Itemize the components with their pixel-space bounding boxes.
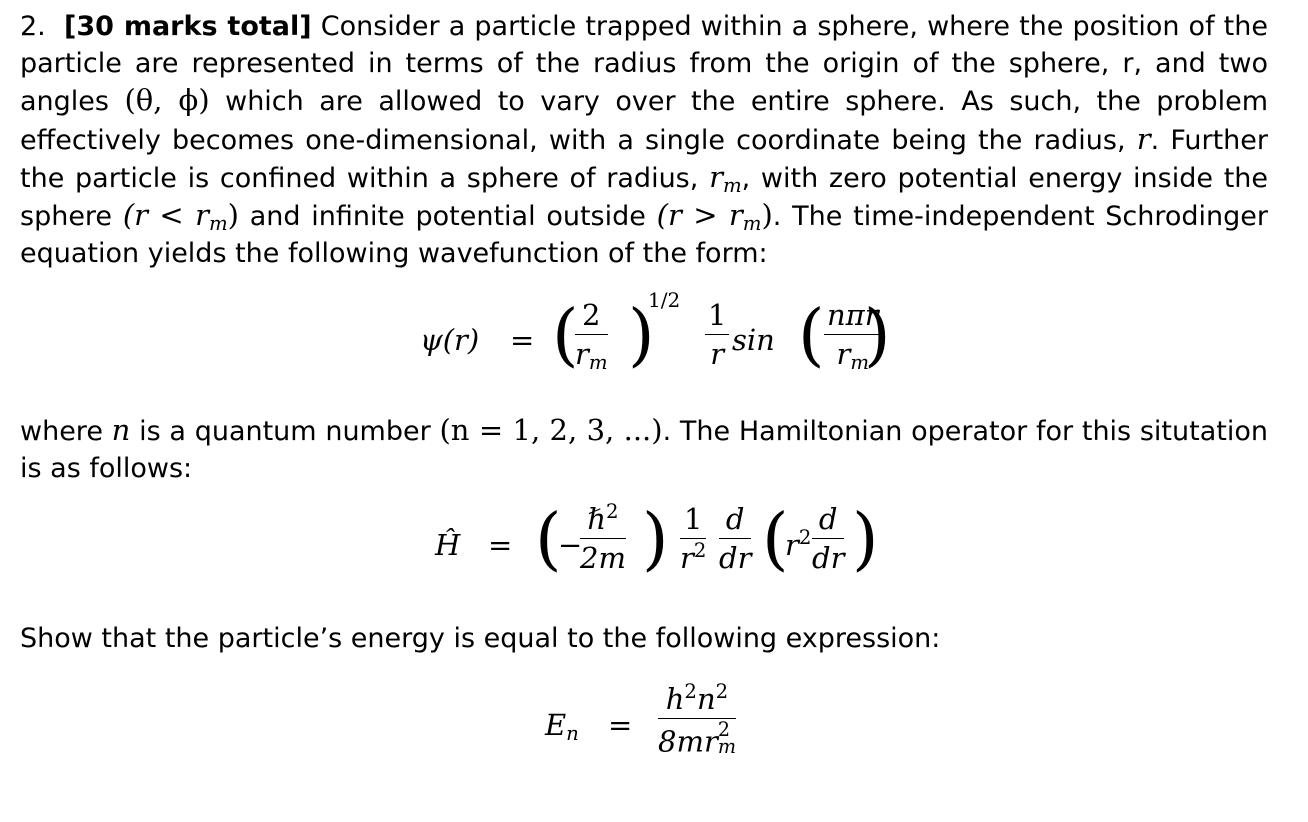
right-paren: ) — [642, 500, 669, 579]
radius-symbol: r — [1136, 121, 1151, 156]
hamiltonian-equation — [20, 500, 1268, 590]
fraction-npir-over-rm: nπr $r_m$ — [824, 298, 882, 371]
energy-fraction: $h^2n^2$ 8mr 2 m — [658, 680, 736, 759]
wavefunction-lhs: ψ(r) — [420, 323, 480, 357]
intro-text-a: Consider a particle trapped within a sphere, where the position of the particle are represented in terms of the radius from the origin of the sphere, r, and two angles — [20, 11, 1268, 118]
question-intro — [20, 8, 1268, 272]
right-paren: ) — [852, 500, 879, 579]
left-paren: ( — [798, 296, 825, 375]
r-squared: $r^2$ — [785, 526, 812, 562]
energy-equation — [20, 680, 1268, 770]
fraction-d-over-dr: $\frac{d}{dr}$ — [719, 502, 752, 575]
intro-text-d: , with zero potential energy inside the sphere — [20, 162, 1269, 233]
hamiltonian-lhs: Ĥ — [435, 528, 461, 562]
fraction-1-over-r: $\frac{1}{r}$ — [705, 298, 729, 371]
right-paren: ) — [628, 296, 655, 375]
intro-text-e: and infinite potential outside — [238, 201, 657, 233]
wavefunction-equation — [20, 288, 1268, 384]
fraction-d-over-dr-inner: $\frac{d}{dr}$ — [812, 502, 845, 575]
prompt-text: Show that the particle’s energy is equal to the following expression: — [20, 623, 941, 654]
left-paren: ( — [762, 500, 789, 579]
n-symbol: n — [111, 413, 131, 447]
left-paren: ( — [535, 500, 562, 579]
equals-sign: = — [488, 528, 513, 562]
marks-label: [30 marks total] — [63, 11, 312, 42]
n-values: (n = 1, 2, 3, ...) — [439, 413, 663, 447]
minus-sign: − — [558, 528, 583, 562]
fraction-hbar2-over-2m: ℏ$^2$ 2m — [580, 500, 626, 575]
right-paren: ) — [864, 296, 891, 375]
rm-symbol: $r_m$ — [709, 159, 742, 197]
intro-text-f: . The time-independent Schrodinger equation yields the following wavefunction of the form: — [20, 201, 1269, 270]
question-number: 2. — [20, 11, 46, 42]
intro-text-c: . Further the particle is confined within a sphere of radius, — [20, 124, 1269, 194]
sin-function: sin — [732, 323, 775, 357]
energy-lhs: $E_n$ — [545, 708, 579, 745]
angles-math: (θ, ϕ) — [124, 83, 210, 118]
fraction-2-over-rm: $\frac{2}{r_m}$ — [575, 298, 608, 374]
outside-condition: $(r > r_m)$ — [656, 198, 773, 235]
inside-condition: $(r < r_m)$ — [122, 198, 239, 235]
power-half: 1/2 — [648, 288, 681, 312]
equals-sign: = — [608, 708, 633, 742]
left-paren: ( — [552, 296, 579, 375]
quantum-number-text: where n is a quantum number (n = 1, 2, 3, ...). The Hamiltonian operator for this situtation is as follows: — [20, 413, 1268, 485]
fraction-1-over-r2: $\frac{1}{r^2}$ — [680, 502, 707, 575]
intro-text-b: which are allowed to vary over the entire sphere. As such, the problem effectively becomes one-dimensional, with a single coordinate being the radius, — [20, 86, 1268, 156]
equals-sign: = — [510, 323, 535, 357]
